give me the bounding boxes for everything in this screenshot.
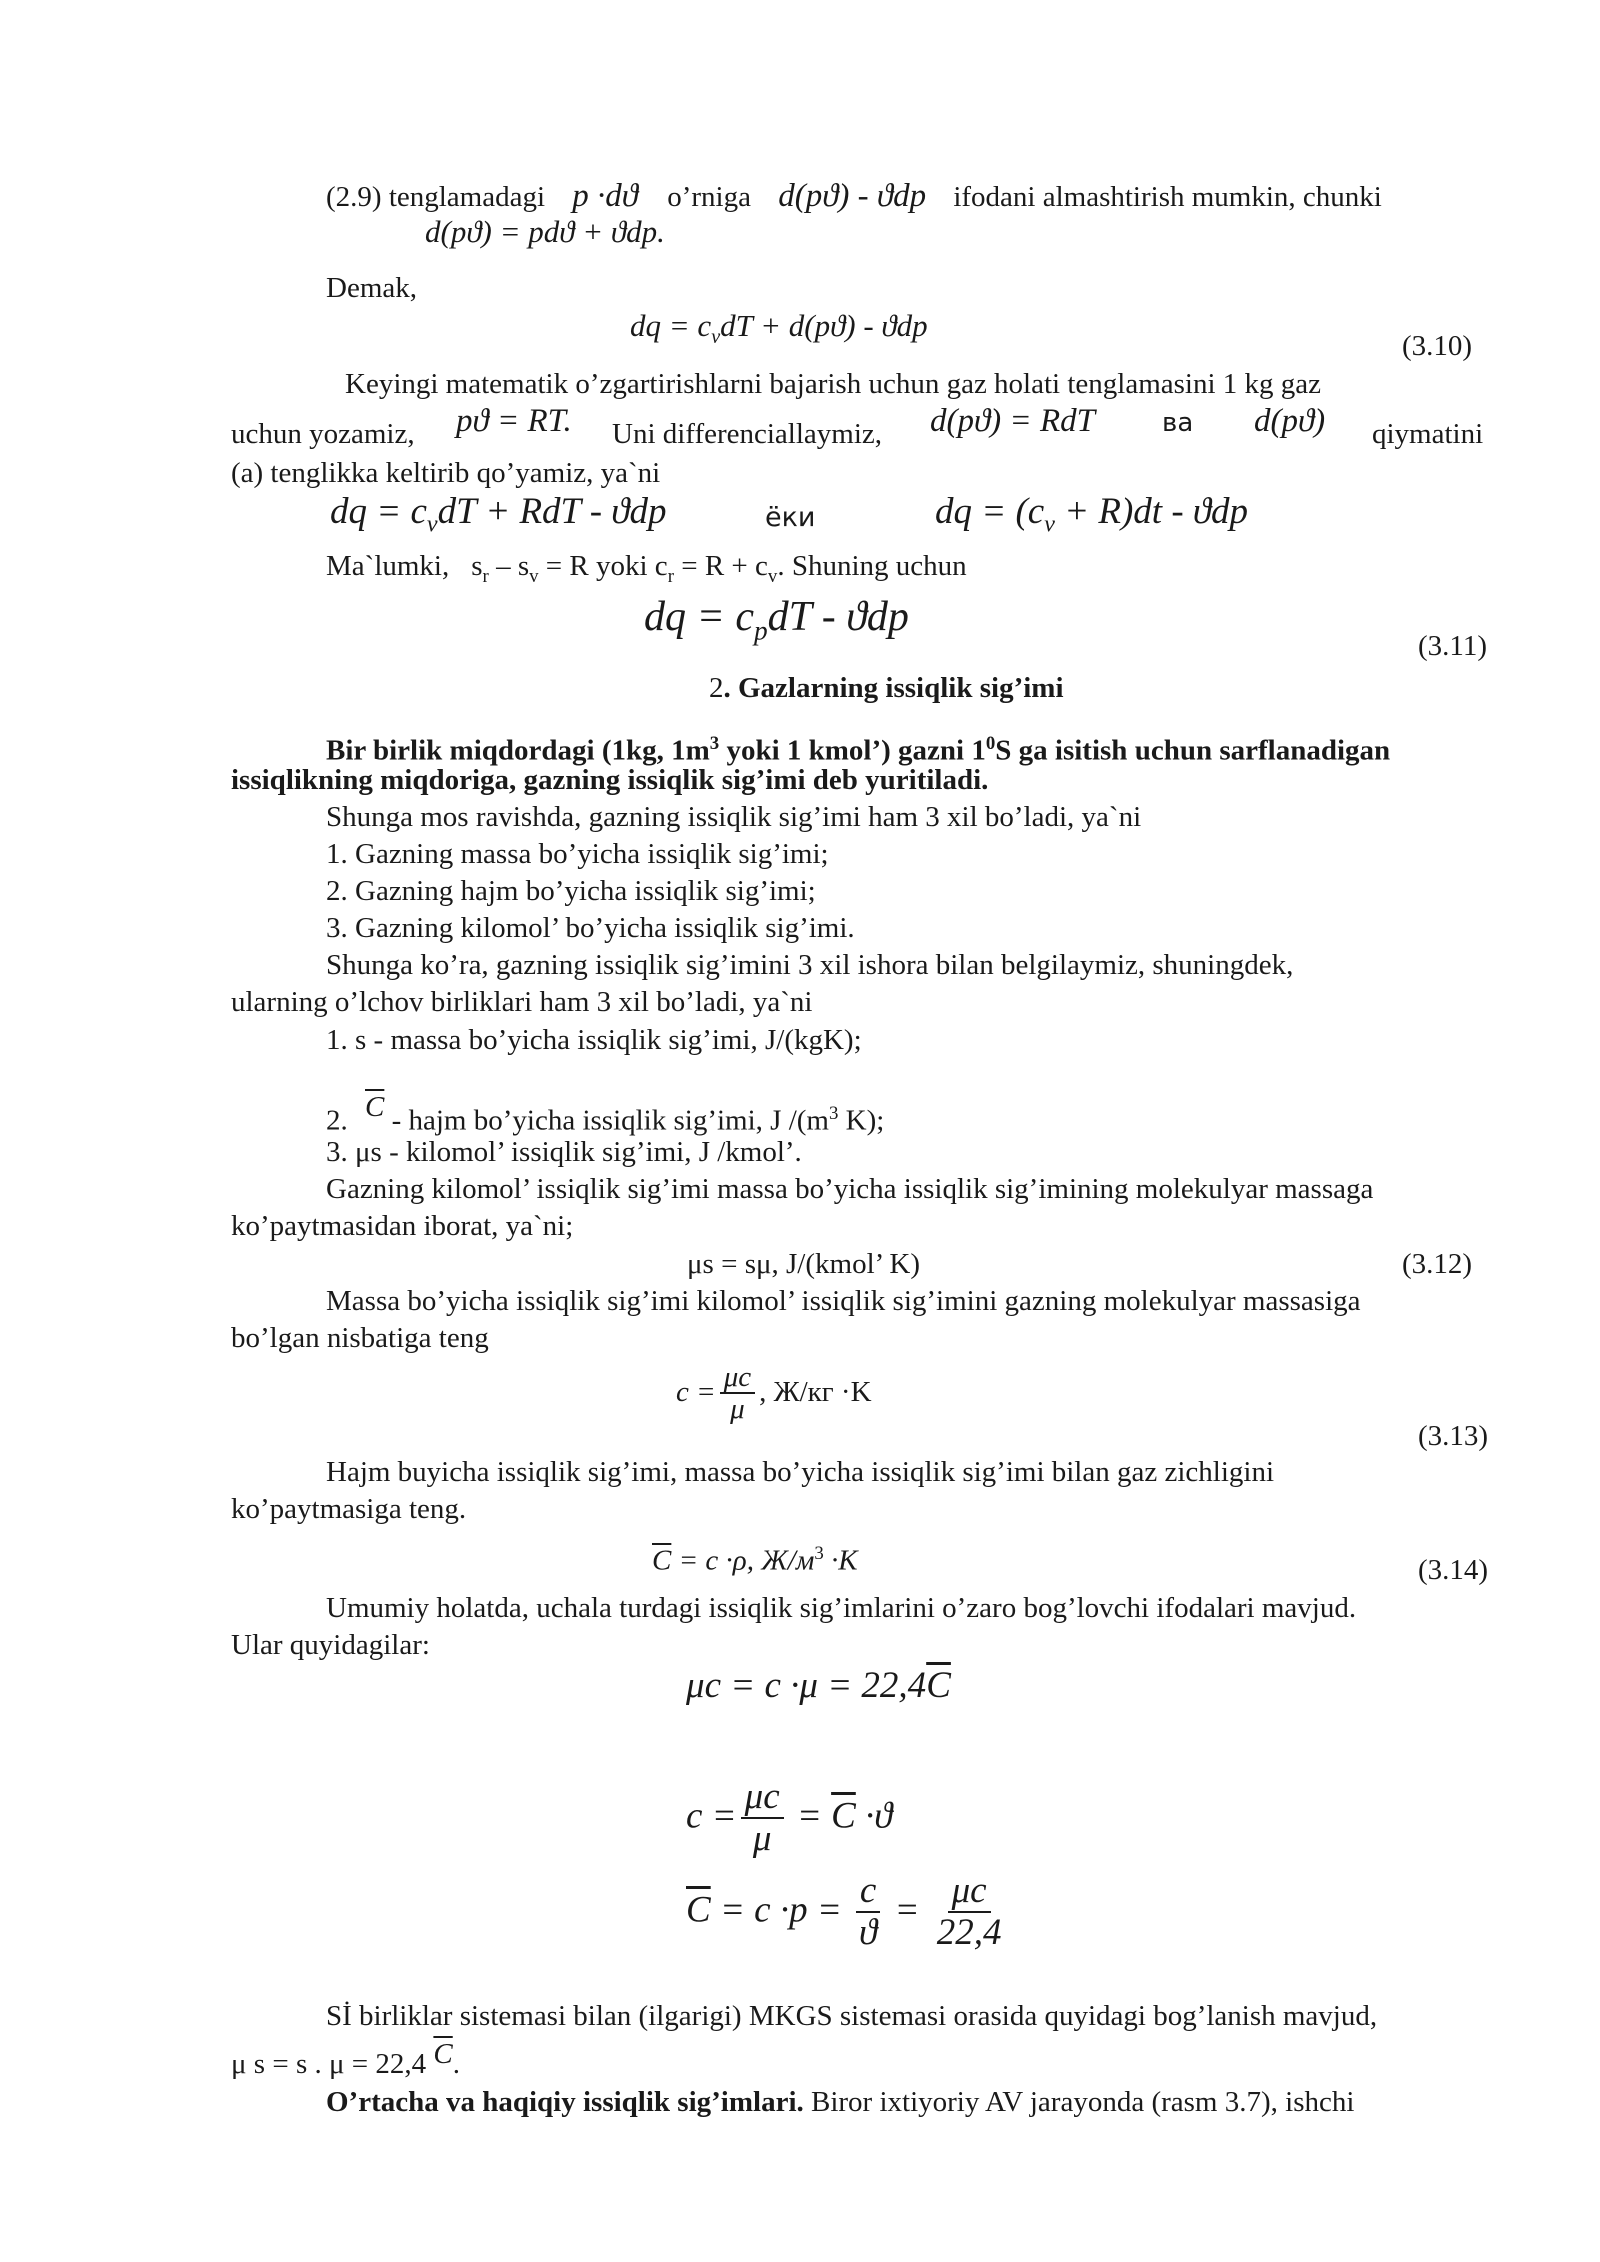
p4-line1: Gazning kilomol’ issiqlik sig’imi massa bo’yicha issiqlik sig’imining molekulyar massaga: [326, 1173, 1374, 1205]
unit-volume: 2. $\overline{C}$ - hajm bo’yicha issiqlik sig’imi, J $/(m^3$ K);: [326, 1090, 885, 1137]
list-item-2: 2. Gazning hajm bo’yicha issiqlik sig’imi;: [326, 875, 816, 907]
definition-line2: issiqlikning miqdoriga, gazning issiqlik sig’imi deb yuritiladi.: [231, 764, 989, 796]
formula-d-ptheta: d(pϑ) - ϑdp: [778, 178, 927, 214]
eq-number-3-12: (3.12): [1402, 1248, 1473, 1280]
unit-kilomol: 3. μs - kilomol’ issiqlik sig’imi, J /kmol’.: [326, 1136, 802, 1168]
word-va: ва: [1162, 408, 1194, 438]
list-item-1: 1. Gazning massa bo’yicha issiqlik sig’imi;: [326, 838, 829, 870]
p4-line2: ko’paytmasidan iborat, ya`ni;: [231, 1210, 574, 1242]
p2-line2: uchun yozamiz,: [231, 418, 415, 450]
p6-line1: Hajm buyicha issiqlik sig’imi, massa bo’yicha issiqlik sig’imi bilan gaz zichligini: [326, 1456, 1275, 1488]
p8-line2: μ s = s . μ = 22,4 $\overline{C}$.: [231, 2038, 460, 2080]
p9-line1: O’rtacha va haqiqiy issiqlik sig’imlari. Biror ixtiyoriy AV jarayonda (rasm 3.7), ishchi: [326, 2086, 1355, 2118]
relation-2: c = $\frac{\mu c}{\mu}$ = $\overline{C} \cdot ϑ$: [686, 1776, 893, 1859]
eq-number-3-11: (3.11): [1418, 630, 1487, 662]
p7-line2: Ular quyidagilar:: [231, 1629, 430, 1661]
p6-line2: ko’paytmasiga teng.: [231, 1493, 467, 1525]
equation-pair-right: dq = $(c_v + R)dt - ϑdp$: [935, 491, 1249, 538]
p7-line1: Umumiy holatda, uchala turdagi issiqlik sig’imlarini o’zaro bog’lovchi ifodalari mavjud.: [326, 1592, 1357, 1624]
list-item-3: 3. Gazning kilomol’ bo’yicha issiqlik sig’imi.: [326, 912, 855, 944]
malumki-line: Ma`lumki, $s_r - s_v = R$ yoki $c_r = R + c_v$. Shuning uchun: [326, 550, 967, 587]
definition-line1: Bir birlik miqdordagi (1kg, $1m^3$ yoki 1 kmol’) gazni $1^0S$ ga isitish uchun sarflanadigan: [326, 733, 1391, 767]
p3-line2: ularning o’lchov birliklari ham 3 xil bo’ladi, ya`ni: [231, 986, 813, 1018]
equation-pair-left: dq = $c_vdT$ + RdT - ϑdp: [330, 491, 667, 538]
p5-line2: bo’lgan nisbatiga teng: [231, 1322, 489, 1354]
formula-chunki: d(pϑ) = pdϑ + ϑdp.: [425, 214, 665, 249]
p2-line1: Keyingi matematik o’zgartirishlarni bajarish uchun gaz holati tenglamasini 1 kg gaz: [345, 368, 1322, 400]
p8-line1: Sİ birliklar sistemasi bilan (ilgarigi) MKGS sistemasi orasida quyidagi bog’lanish mavjud,: [326, 2000, 1378, 2032]
equation-3-11: dq = $c_pdT$ - ϑdp: [644, 594, 909, 646]
p2-text-qiymatini: qiymatini: [1372, 418, 1484, 450]
p3-line1: Shunga ko’ra, gazning issiqlik sig’imini 3 xil ishora bilan belgilaymiz, shuningdek,: [326, 949, 1294, 981]
equation-3-13: c = $\frac{\mu c}{\mu}$ , Ж/кг ·K: [676, 1361, 872, 1426]
eq-number-3-14: (3.14): [1418, 1554, 1489, 1586]
word-yoki: ёки: [765, 502, 816, 533]
section-heading: 2. Gazlarning issiqlik sig’imi: [709, 672, 1064, 704]
p2-line3: (a) tenglikka keltirib qo’yamiz, ya`ni: [231, 457, 661, 489]
p1-line1: (2.9) tenglamadagi p ·dϑ o’rniga d(pϑ) - ϑdp ifodani almashtirish mumkin, chunki: [326, 178, 1382, 214]
eq-number-3-10: (3.10): [1402, 330, 1473, 362]
formula-d-ptheta-rdt: d(pϑ) = RdT: [930, 403, 1095, 439]
equation-3-12: μs = sμ, J/(kmol’ K): [687, 1248, 920, 1280]
equation-3-10: dq = $c_vdT + d(pϑ) - ϑdp$: [630, 308, 928, 349]
list-intro: Shunga mos ravishda, gazning issiqlik sig’imi ham 3 xil bo’ladi, ya`ni: [326, 801, 1142, 833]
p5-line1: Massa bo’yicha issiqlik sig’imi kilomol’ issiqlik sig’imini gazning molekulyar massasiga: [326, 1285, 1361, 1317]
relation-1: $\mu c = c \cdot\mu = 22,4\overline{C}$: [686, 1665, 951, 1706]
eq-number-3-13: (3.13): [1418, 1420, 1489, 1452]
formula-p-dtheta: p ·dϑ: [572, 178, 638, 214]
p2-text-diff: Uni differenciallaymiz,: [612, 418, 883, 450]
equation-3-14: $\overline{C} = c \cdot\rho$, $Ж/м^3 \cdot K$: [652, 1543, 858, 1577]
unit-mass: 1. s - massa bo’yicha issiqlik sig’imi, J/(kgK);: [326, 1024, 862, 1056]
formula-d-ptheta-2: d(pϑ): [1254, 403, 1326, 439]
demak: Demak,: [326, 272, 417, 304]
formula-state-eq: pϑ = RT.: [456, 403, 572, 439]
relation-3: $\overline{C} = c \cdot p$ = $\frac{c}{ϑ}$ = $\frac{\mu c}{22,4}$: [686, 1870, 1002, 1953]
